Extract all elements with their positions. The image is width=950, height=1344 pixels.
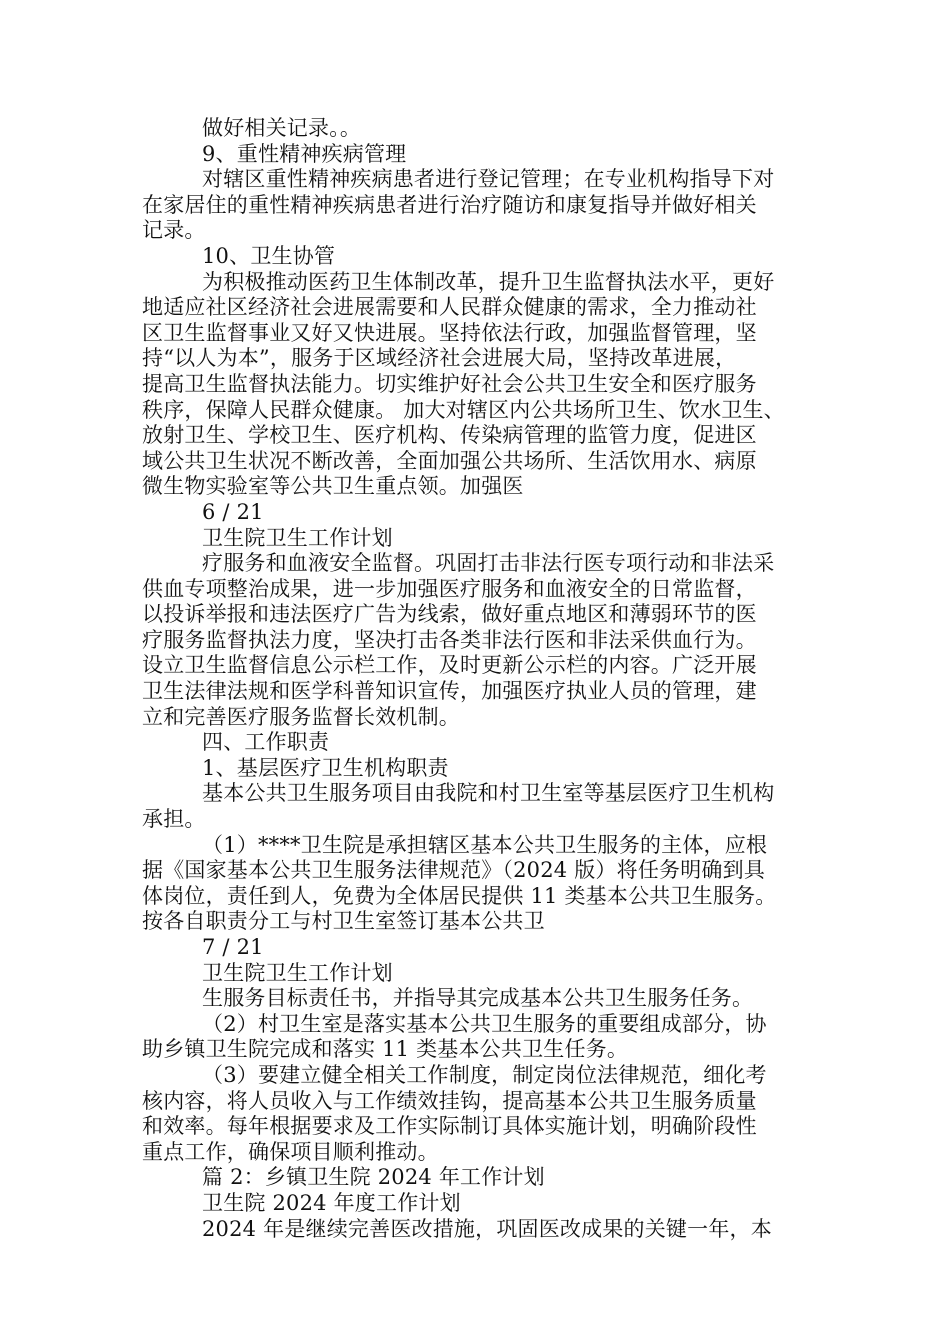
text-line: 和效率。每年根据要求及工作实际制订具体实施计划，明确阶段性 [142, 1114, 757, 1139]
text-line: 7 / 21 [202, 935, 264, 959]
text-line: 供血专项整治成果，进一步加强医疗服务和血液安全的日常监督， [142, 576, 757, 601]
text-line: 以投诉举报和违法医疗广告为线索，做好重点地区和薄弱环节的医 [142, 602, 757, 627]
text-line: 在家居住的重性精神疾病患者进行治疗随访和康复指导并做好相关 [142, 192, 757, 217]
document-body [142, 116, 822, 1242]
text-line: 卫生法律法规和医学科普知识宣传，加强医疗执业人员的管理，建 [142, 679, 757, 704]
text-line: 篇 2：乡镇卫生院 2024 年工作计划 [202, 1165, 545, 1190]
text-line: 基本公共卫生服务项目由我院和村卫生室等基层医疗卫生机构 [202, 781, 775, 806]
text-line: 区卫生监督事业又好又快进展。坚持依法行政，加强监督管理，坚 [142, 320, 757, 345]
text-line: 放射卫生、学校卫生、医疗机构、传染病管理的监管力度，促进区 [142, 423, 757, 448]
text-line: 持“以人为本”，服务于区域经济社会进展大局，坚持改革进展， [142, 346, 737, 371]
text-line: 1、基层医疗卫生机构职责 [202, 755, 449, 780]
text-line: 疗服务监督执法力度，坚决打击各类非法行医和非法采供血行为。 [142, 627, 757, 652]
text-line: 10、卫生协管 [202, 243, 336, 268]
text-line: 核内容，将人员收入与工作绩效挂钩，提高基本公共卫生服务质量 [142, 1088, 757, 1113]
text-line: 卫生院 2024 年度工作计划 [202, 1190, 461, 1215]
text-line: 重点工作，确保项目顺利推动。 [142, 1139, 439, 1164]
text-line: 卫生院卫生工作计划 [202, 960, 393, 985]
text-line: 卫生院卫生工作计划 [202, 525, 393, 550]
text-line: 设立卫生监督信息公示栏工作，及时更新公示栏的内容。广泛开展 [142, 653, 757, 678]
text-line: 秩序，保障人民群众健康。 加大对辖区内公共场所卫生、饮水卫生、 [142, 397, 785, 422]
text-line: 四、工作职责 [202, 730, 330, 755]
text-line: 承担。 [142, 807, 206, 832]
text-line: 2024 年是继续完善医改措施，巩固医改成果的关键一年，本 [202, 1216, 772, 1241]
text-line: 地适应社区经济社会进展需要和人民群众健康的需求，全力推动社 [142, 295, 757, 320]
text-line: 助乡镇卫生院完成和落实 11 类基本公共卫生任务。 [142, 1037, 629, 1062]
text-line: 疗服务和血液安全监督。巩固打击非法行医专项行动和非法采 [202, 551, 775, 576]
text-line: （2）村卫生室是落实基本公共卫生服务的重要组成部分，协 [202, 1011, 767, 1036]
text-line: （3）要建立健全相关工作制度，制定岗位法律规范，细化考 [202, 1062, 767, 1087]
text-line: 微生物实验室等公共卫生重点领。加强医 [142, 474, 524, 499]
text-line: 按各自职责分工与村卫生室签订基本公共卫 [142, 909, 545, 934]
text-line: 域公共卫生状况不断改善，全面加强公共场所、生活饮用水、病原 [142, 448, 757, 473]
text-line: 做好相关记录。。 [202, 116, 362, 140]
text-line: 体岗位，责任到人，免费为全体居民提供 11 类基本公共卫生服务。 [142, 883, 777, 908]
text-line: 立和完善医疗服务监督长效机制。 [142, 704, 460, 729]
text-line: 为积极推动医药卫生体制改革，提升卫生监督执法水平，更好 [202, 269, 775, 294]
text-line: 对辖区重性精神疾病患者进行登记管理；在专业机构指导下对 [202, 167, 775, 192]
text-line: 记录。 [142, 218, 206, 243]
text-line: 提高卫生监督执法能力。切实维护好社会公共卫生安全和医疗服务 [142, 371, 757, 396]
text-line: 生服务目标责任书，并指导其完成基本公共卫生服务任务。 [202, 986, 754, 1011]
text-line: （1）****卫生院是承担辖区基本公共卫生服务的主体，应根 [202, 832, 768, 857]
text-line: 9、重性精神疾病管理 [202, 141, 407, 166]
text-line: 据《国家基本公共卫生服务法律规范》（2024 版）将任务明确到具 [142, 858, 766, 883]
text-line: 6 / 21 [202, 499, 264, 524]
